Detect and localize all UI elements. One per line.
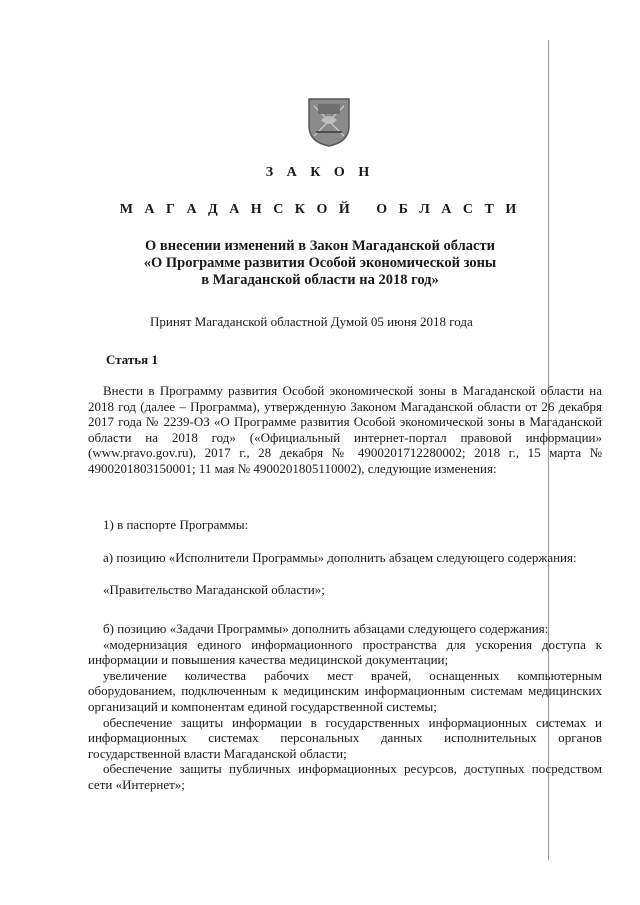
law-title: З А К О Н	[265, 165, 375, 180]
subject-line: О внесении изменений в Закон Магаданской области	[145, 238, 495, 254]
item-b-paragraph: увеличение количества рабочих мест врачей, оснащенных компьютерным оборудованием, подключенным к медицинским информационным системам медицинских организаций и компонентам единой государственной системы;	[88, 667, 602, 714]
item-a-text: а) позицию «Исполнители Программы» дополнить абзацем следующего содержания:	[103, 550, 577, 565]
article-heading: Статья 1	[106, 352, 158, 367]
item-a	[88, 550, 602, 566]
item-a-quote-text: «Правительство Магаданской области»;	[103, 582, 325, 597]
item-1	[88, 517, 602, 533]
subject-line: «О Программе развития Особой экономической зоны	[143, 255, 497, 271]
item-b	[88, 621, 602, 793]
item-b-paragraph: «модернизация единого информационного пространства для ускорения доступа к информации и повышения качества медицинской документации;	[88, 636, 602, 668]
item-1-text: 1) в паспорте Программы:	[103, 517, 249, 532]
intro-text: Внести в Программу развития Особой экономической зоны в Магаданской области на 2018 год (далее – Программа), утвержденную Законом Магаданской области от 26 декабря 2017 года № 2239-ОЗ «О Программе развития Особой экономической зоны в Магаданской области на 2018 год» («Официальный интернет-портал правовой информации» (www.pravo.gov.ru), 2017 г., 28 декабря № 4900201712280002; 2018 г., 15 марта № 4900201803150001; 11 мая № 4900201805110002), следующие изменения:	[88, 383, 602, 476]
coat-of-arms-icon	[306, 96, 352, 148]
subject-line: в Магаданской области на 2018 год»	[201, 272, 439, 288]
item-b-text: б) позицию «Задачи Программы» дополнить абзацами следующего содержания:	[103, 621, 549, 636]
law-subject	[0, 238, 640, 289]
intro-paragraph	[88, 383, 602, 477]
item-b-paragraph: обеспечение защиты информации в государственных информационных системах и информационных системах персональных данных исполнительных органов государственной власти Магаданской области;	[88, 714, 602, 761]
item-a-quote	[88, 582, 602, 598]
item-b-paragraph: обеспечение защиты публичных информационных ресурсов, доступных посредством сети «Интернет»;	[88, 761, 602, 792]
adoption-note: Принят Магаданской областной Думой 05 июня 2018 года	[150, 314, 473, 329]
region-title: М А Г А Д А Н С К О Й О Б Л А С Т И	[119, 202, 521, 217]
